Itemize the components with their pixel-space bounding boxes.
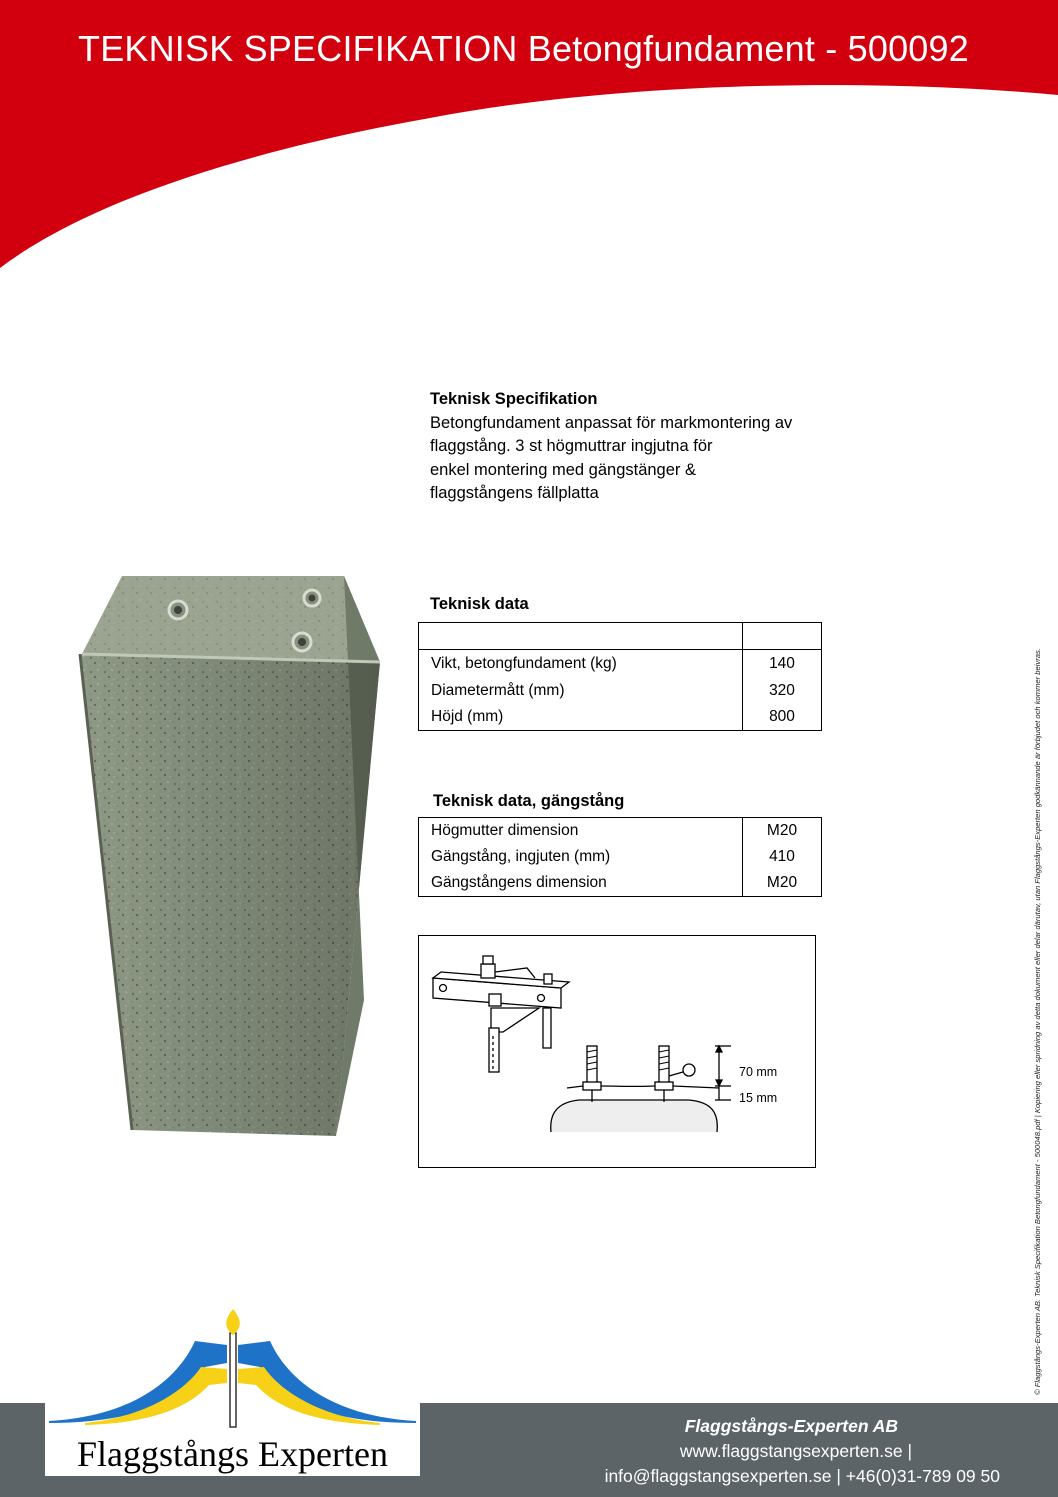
table-row — [419, 704, 822, 731]
table-row — [419, 678, 822, 704]
row-label: Vikt, betongfundament (kg) — [419, 650, 743, 679]
row-value: 140 — [743, 650, 822, 679]
intro-line: Betongfundament anpassat för markmontering av — [430, 413, 793, 432]
row-value: 410 — [743, 844, 822, 870]
intro-section — [430, 388, 890, 506]
intro-heading: Teknisk Specifikation — [430, 390, 598, 408]
company-contact[interactable]: info@flaggstangsexperten.se | +46(0)31-789 09 50 — [604, 1466, 1000, 1486]
table-row — [419, 818, 822, 845]
intro-line: flaggstångens fällplatta — [430, 484, 599, 502]
mounting-drawing — [419, 936, 815, 1167]
table-header-row — [419, 623, 822, 650]
row-label: Högmutter dimension — [419, 818, 743, 845]
table-row — [419, 870, 822, 897]
table-row — [419, 650, 822, 679]
row-value: M20 — [743, 818, 822, 845]
dimension-lower: 15 mm — [739, 1091, 778, 1105]
table-row — [419, 844, 822, 870]
row-value: 320 — [743, 678, 822, 704]
tech-data-heading: Teknisk data — [430, 595, 529, 613]
intro-line: flaggstång. 3 st högmuttrar ingjutna för — [430, 437, 713, 455]
row-label: Diametermått (mm) — [419, 678, 743, 704]
dimension-upper: 70 mm — [739, 1065, 778, 1079]
intro-line: enkel montering med gängstänger & — [430, 460, 696, 479]
company-info — [560, 1414, 1000, 1489]
row-value: 800 — [743, 704, 822, 731]
page-title: TEKNISK SPECIFIKATION Betongfundament - 500092 — [78, 28, 969, 69]
row-label: Gängstång, ingjuten (mm) — [419, 844, 743, 870]
table-cell — [743, 623, 822, 650]
company-name: Flaggstångs-Experten AB — [684, 1416, 898, 1436]
row-value: M20 — [743, 870, 822, 897]
company-website[interactable]: www.flaggstangsexperten.se | — [679, 1441, 912, 1461]
mounting-diagram — [418, 935, 816, 1168]
table-cell — [419, 623, 743, 650]
concrete-foundation-photo — [74, 570, 390, 1142]
row-label: Gängstångens dimension — [419, 870, 743, 897]
tech-data-rod-table — [418, 817, 822, 897]
tech-data-table — [418, 622, 822, 731]
logo-text: Flaggstångs Experten — [45, 1432, 420, 1476]
row-label: Höjd (mm) — [419, 704, 743, 731]
copyright-notice: © Flaggstångs-Experten AB. Teknisk Specifikation Betongfundament - 500048.pdf | Kopiering eller spridning av detta dokument eller delar därutav, utan Flaggstångs-Experten godkännande är förbjudet och kommer beivras. — [1033, 648, 1042, 1395]
tech-data-rod-heading: Teknisk data, gängstång — [433, 792, 625, 810]
